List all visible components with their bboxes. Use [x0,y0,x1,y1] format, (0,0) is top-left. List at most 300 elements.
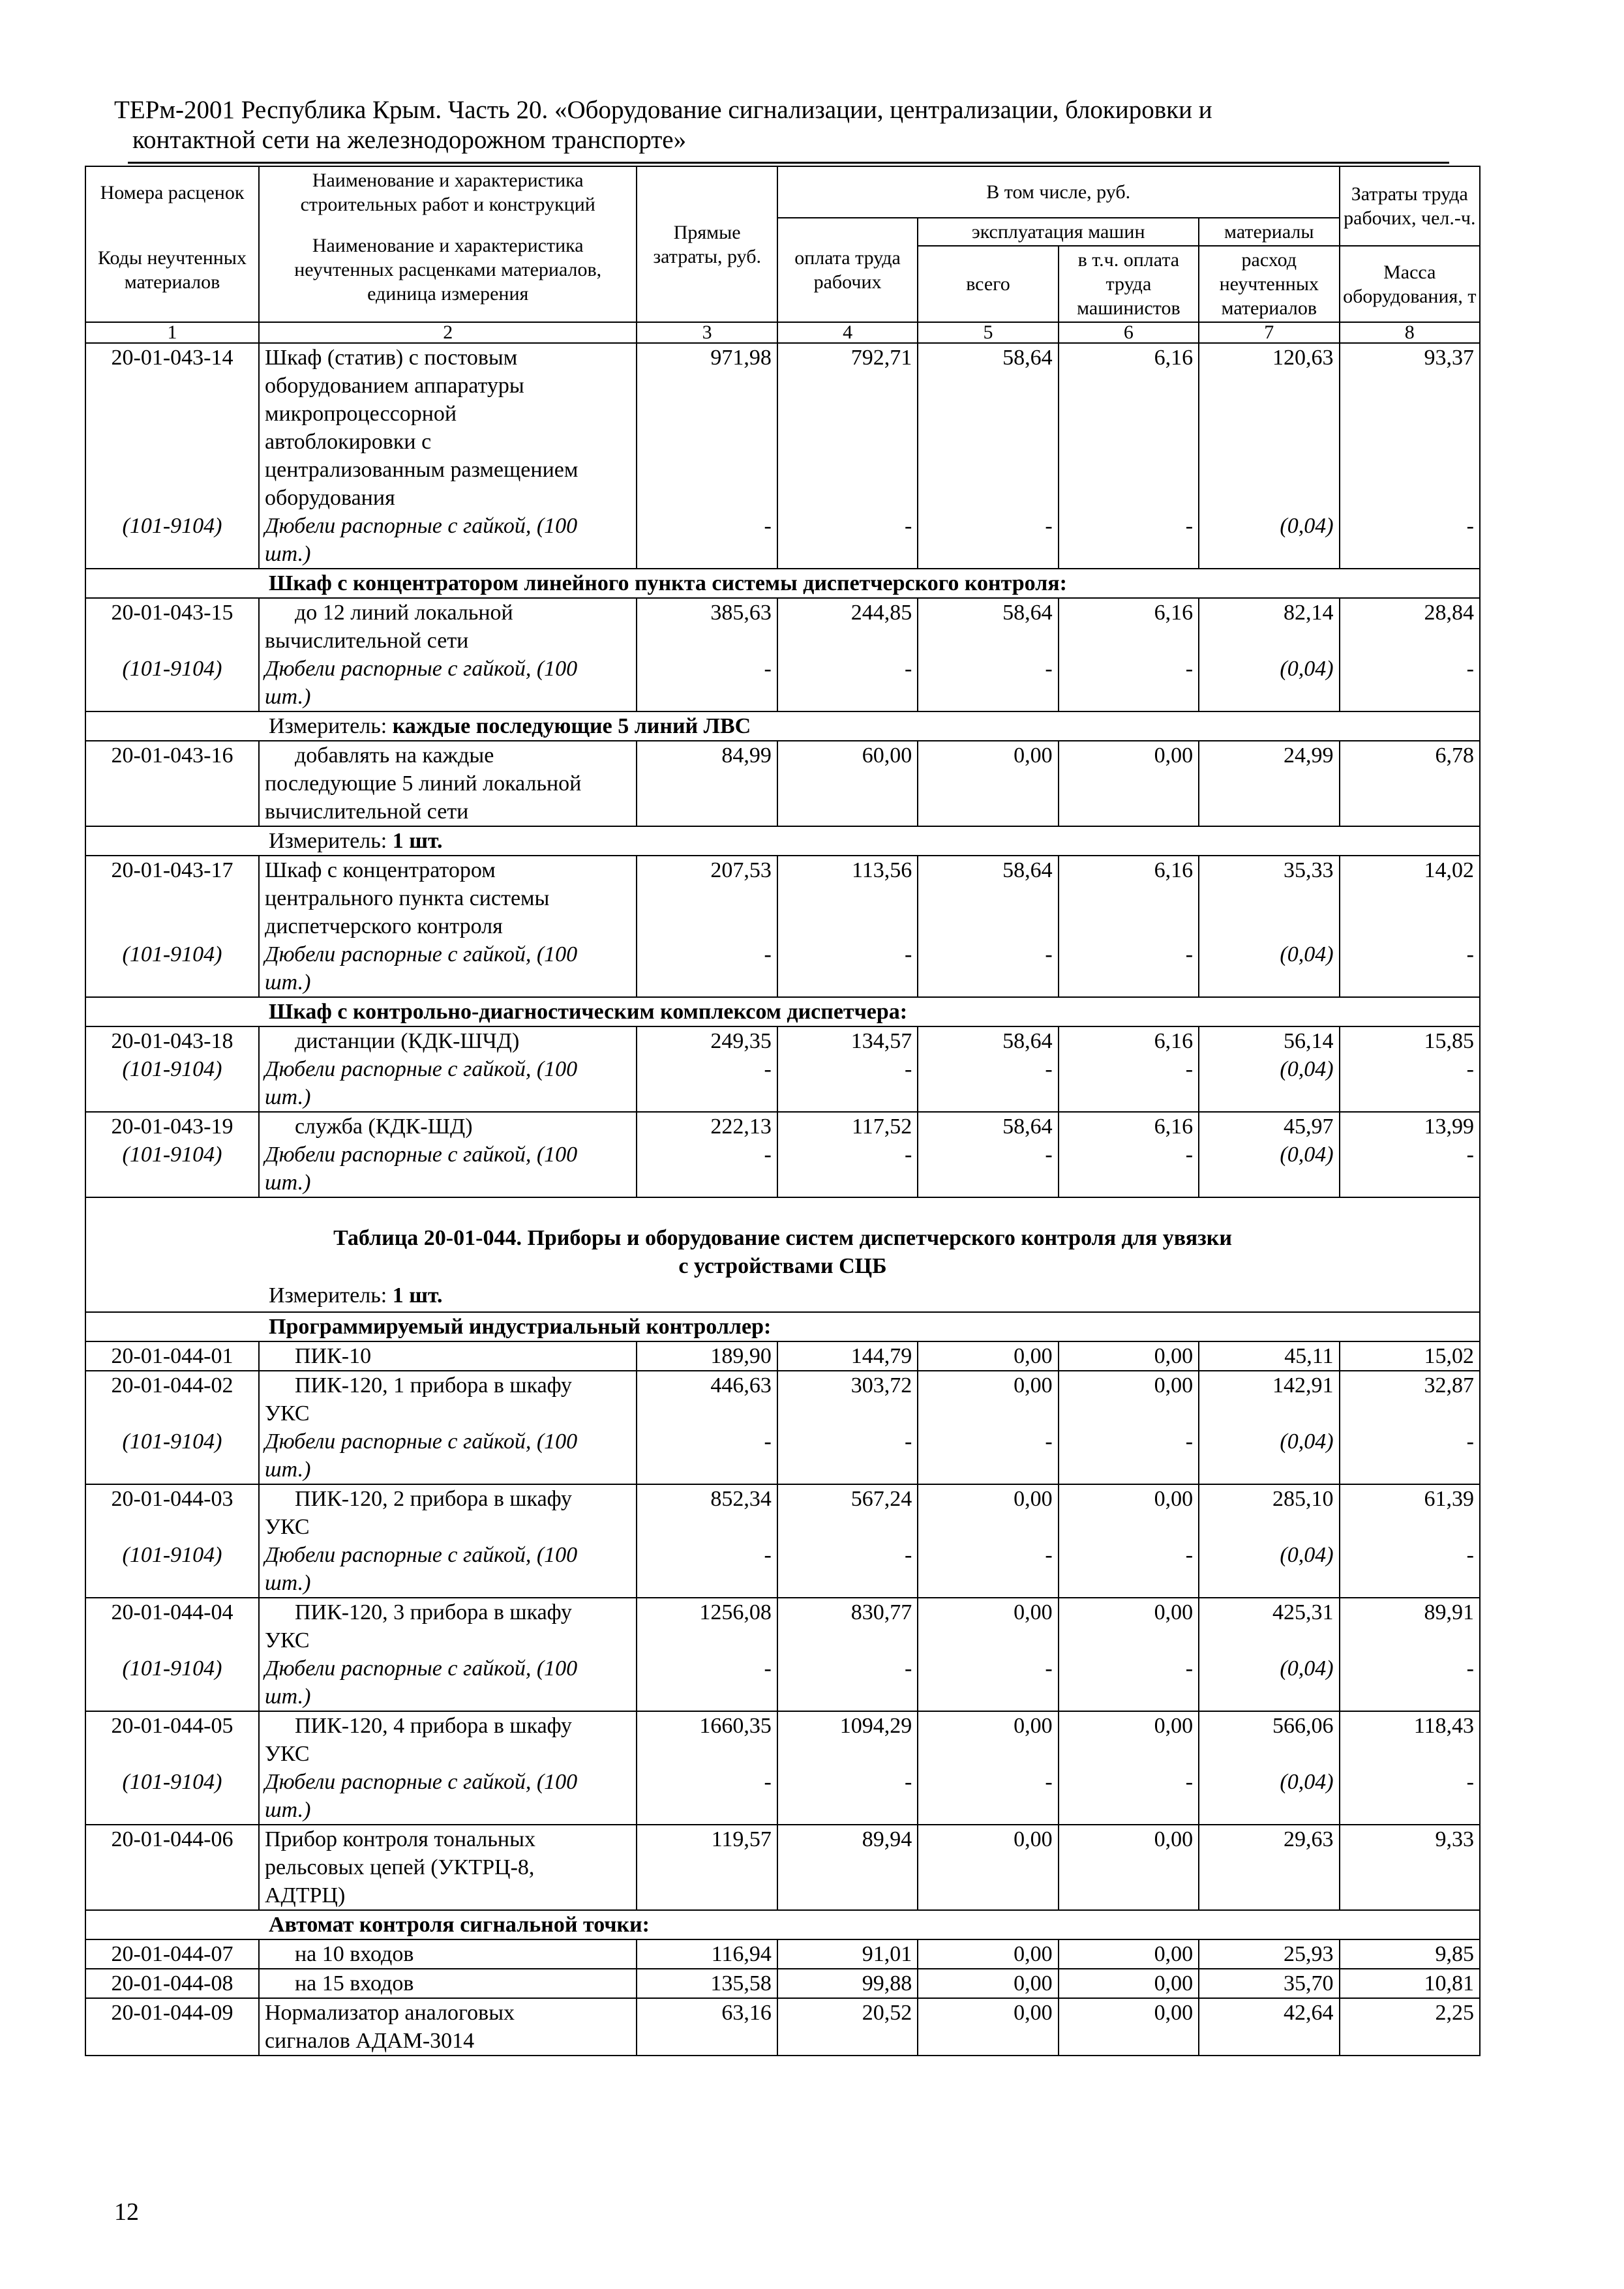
table-cell: 24,99 [1199,741,1339,826]
cell-text: - [1466,1143,1474,1167]
desc-line: оборудованием аппаратуры [264,374,524,398]
table-cell [1059,1711,1199,1825]
section-row [85,1910,1480,1939]
table-header-row [85,166,1480,218]
cell-text: 28,84 [1424,601,1474,625]
cell-text [1205,400,1333,428]
desc-line: оборудования [264,486,395,510]
material-code: (101-9104) [122,657,222,681]
cell-text [924,372,1052,400]
cell-text: шт.) [264,1458,311,1482]
work-description: на 10 входов [259,1939,637,1969]
cell-text [91,884,253,912]
rate-code-text: 20-01-044-05 [111,1714,233,1738]
table-cell [777,1484,918,1598]
table-cell: 15,02 [1340,1341,1480,1371]
cell-text: 89,91 [1424,1600,1474,1624]
cell-text [1205,884,1333,912]
cell-text: - [1185,514,1194,538]
table-cell: 0,00 [1059,1341,1199,1371]
cell-text: 6,16 [1154,858,1194,882]
cell-text: 303,72 [850,1373,912,1398]
desc-line: центрального пункта системы [264,886,550,910]
cell-text: - [1185,1143,1194,1167]
col2-bottom-header: Наименование и характеристика неучтенных расценками материалов, единица измерения [259,218,637,322]
cell-text [783,1513,912,1541]
section-heading: Шкаф с контрольно-диагностическим комплексом диспетчера: [85,997,1480,1026]
table-cell [1199,1026,1339,1112]
cell-text [642,1513,771,1541]
machine-cost [918,343,1058,569]
rate-code-text: 20-01-044-02 [111,1373,233,1398]
cell-text [91,456,253,484]
cell-text: ПИК-120, 2 прибора в шкафу [294,1487,572,1511]
cell-text [1205,484,1333,512]
desc-line: автоблокировки с [264,430,432,454]
cell-text [1346,1626,1474,1654]
cell-text [924,1740,1052,1768]
material-line: шт.) [264,970,311,995]
table-cell: 35,70 [1199,1969,1339,1998]
table-cell: 2,25 [1340,1998,1480,2056]
cell-text: - [1185,1057,1194,1081]
desc-line: Шкаф (статив) с постовым [264,346,518,370]
cell-text [642,400,771,428]
cell-text: 14,02 [1424,858,1474,882]
rate-code-text: 20-01-043-17 [111,858,233,882]
cell-text: - [1185,657,1194,681]
cell-text: 1256,08 [699,1600,772,1624]
cell-text: Дюбели распорные с гайкой, (100 [264,1770,578,1794]
work-description [259,1371,637,1484]
cell-text: - [764,1770,772,1794]
cell-text: - [1185,942,1194,966]
cell-text: рельсовых цепей (УКТРЦ-8, [264,1855,535,1879]
cell-text: Нормализатор аналоговых [264,2001,515,2025]
cell-text [91,1399,253,1428]
cell-text: - [1045,657,1053,681]
cell-text: 1660,35 [699,1714,772,1738]
table-cell [777,1371,918,1484]
cell-text: (0,04) [1280,657,1334,681]
cell-text [1346,484,1474,512]
col5-header: всего [918,246,1058,322]
material-line: Дюбели распорные с гайкой, (100 [264,1143,578,1167]
table-cell [637,598,777,711]
cell-text [1064,1740,1193,1768]
cell-text [1205,372,1333,400]
work-description [259,598,637,711]
rate-code-text: 20-01-044-07 [85,1939,259,1969]
table-cell [1199,1371,1339,1484]
cell-text: (0,04) [1280,1057,1334,1081]
cell-text: УКС [264,1401,310,1426]
table-cell [918,1598,1058,1711]
table-row [85,1998,1480,2056]
col1-top-header: Номера расценок [85,166,259,218]
table-cell [1059,1598,1199,1711]
section-row [85,997,1480,1026]
cell-text [924,912,1052,940]
col-number: 7 [1199,322,1339,343]
rate-code-text: 20-01-044-09 [85,1998,259,2056]
cell-text: - [1045,1143,1053,1167]
table-cell [1340,856,1480,997]
cell-text [1064,912,1193,940]
table-header-row [85,218,1480,246]
cell-text [1346,400,1474,428]
cell-text: Измеритель: [269,714,387,738]
work-description [259,343,637,569]
header-rule [128,162,1449,164]
table-cell [1340,1711,1480,1825]
cell-text: 285,10 [1272,1487,1334,1511]
table-cell [85,1112,259,1197]
cell-text: 117,52 [852,1115,912,1139]
table-cell [637,1484,777,1598]
cell-text: 0,00 [1014,1487,1053,1511]
table-cell [637,1371,777,1484]
table-cell [777,1112,918,1197]
table-cell: 144,79 [777,1341,918,1371]
work-description: на 15 входов [259,1969,637,1998]
cell-text: 567,24 [850,1487,912,1511]
table-cell [637,1598,777,1711]
cell-text: - [764,514,772,538]
cell-text: 13,99 [1424,1115,1474,1139]
desc-line: микропроцессорной [264,402,457,426]
cell-text: 852,34 [710,1487,772,1511]
table-title [85,1197,1480,1312]
table-row [85,1939,1480,1969]
table-cell [1340,1026,1480,1112]
cell-text [1346,428,1474,456]
material-line: шт.) [264,1171,311,1195]
cell-text [91,912,253,940]
cell-text: Дюбели распорные с гайкой, (100 [264,1656,578,1681]
table-cell [777,598,918,711]
cell-text [1064,1513,1193,1541]
cell-text: - [1185,1656,1194,1681]
material-line: Дюбели распорные с гайкой, (100 [264,942,578,966]
work-description [259,1026,637,1112]
table-cell [1059,1112,1199,1197]
cell-text [642,484,771,512]
table-cell: 60,00 [777,741,918,826]
cell-text: (0,04) [1280,1143,1334,1167]
table-cell [918,856,1058,997]
cell-text [1346,912,1474,940]
machines-header: эксплуатация машин [918,218,1199,246]
material-code: (101-9104) [122,514,222,538]
materials-cost [1199,343,1339,569]
table-cell [85,1484,259,1598]
cell-text: (0,04) [1280,1656,1334,1681]
cell-text: УКС [264,1515,310,1539]
col-number: 6 [1059,322,1199,343]
cell-text [783,456,912,484]
table-cell: 119,57 [637,1825,777,1910]
cell-text: 58,64 [1002,601,1053,625]
table-cell [1340,1598,1480,1711]
cell-text: 385,63 [710,601,772,625]
cell-text [783,912,912,940]
table-cell: 0,00 [918,1825,1058,1910]
cell-text [1205,1740,1333,1768]
cell-text: 830,77 [850,1600,912,1624]
col-number: 2 [259,322,637,343]
cell-text: 0,00 [1014,1600,1053,1624]
table-cell: 0,00 [918,1341,1058,1371]
cell-text: 0,00 [1014,1714,1053,1738]
cell-text [1064,400,1193,428]
cell-text: - [904,1543,912,1567]
desc-line: последующие 5 линий локальной [264,771,582,796]
cell-text: шт.) [264,1684,311,1709]
table-row [85,1112,1480,1197]
cell-text [91,484,253,512]
cell-text [642,372,771,400]
table-title-line-1: Таблица 20-01-044. Приборы и оборудование систем диспетчерского контроля для увязки [333,1226,1232,1250]
cell-text [924,627,1052,655]
table-cell [1199,1484,1339,1598]
cell-text: 971,98 [710,346,772,370]
cell-text: (0,04) [1280,942,1334,966]
cell-text: Дюбели распорные с гайкой, (100 [264,1543,578,1567]
table-cell [85,1711,259,1825]
operator-cost [1059,343,1199,569]
cell-text [1205,1513,1333,1541]
cell-text: 93,37 [1424,346,1474,370]
table-row [85,1711,1480,1825]
table-cell [1059,856,1199,997]
material-line: шт.) [264,685,311,709]
cell-text: 118,43 [1413,1714,1474,1738]
cell-text [783,884,912,912]
rate-code-text: 20-01-044-08 [85,1969,259,1998]
desc-line: добавлять на каждые [294,743,494,768]
cell-text: 0,00 [1154,1714,1194,1738]
cell-text: УКС [264,1742,310,1766]
cell-text: 0,00 [1014,1373,1053,1398]
cell-text: АДТРЦ) [264,1883,346,1908]
desc-line: Шкаф с концентратором [264,858,496,882]
table-cell [1199,598,1339,711]
cell-text [1346,1513,1474,1541]
table-cell [85,1598,259,1711]
rate-code [85,343,259,569]
table-row [85,343,1480,569]
cell-text [1346,372,1474,400]
col1-bottom-header: Коды неучтенных материалов [85,218,259,322]
cell-text: - [1185,1543,1194,1567]
cell-text [1064,372,1193,400]
column-numbers-row [85,322,1480,343]
cell-text [1346,1740,1474,1768]
section-row [85,1312,1480,1341]
work-description [259,1484,637,1598]
cell-text: 6,16 [1154,1029,1194,1053]
cell-text [1346,456,1474,484]
table-cell: 9,33 [1340,1825,1480,1910]
table-cell: 29,63 [1199,1825,1339,1910]
desc-line: дистанции (КДК-ШЧД) [294,1029,520,1053]
page-header [114,95,1458,155]
cell-text: 58,64 [1002,1115,1053,1139]
cell-text: - [764,1429,772,1454]
table-cell [1340,1484,1480,1598]
cell-text [783,400,912,428]
rate-code-text: 20-01-044-03 [111,1487,233,1511]
desc-line: вычислительной сети [264,800,469,824]
cell-text: Дюбели распорные с гайкой, (100 [264,1429,578,1454]
table-cell [918,1484,1058,1598]
desc-line: вычислительной сети [264,629,469,653]
cell-text [924,400,1052,428]
cell-text: 45,97 [1284,1115,1334,1139]
cell-text [91,428,253,456]
table-cell: 99,88 [777,1969,918,1998]
rate-code-text: 20-01-044-04 [111,1600,233,1624]
cell-text [1064,484,1193,512]
rate-code-text: 20-01-043-15 [111,601,233,625]
cell-text: 142,91 [1272,1373,1334,1398]
cell-text [642,456,771,484]
desc-line: централизованным размещением [264,458,579,482]
work-description [259,1998,637,2056]
cell-text [1205,456,1333,484]
cell-text: - [1466,1543,1474,1567]
table-row [85,1341,1480,1371]
table-cell [1199,1112,1339,1197]
table-title-line-2: с устройствами СЦБ [678,1254,887,1278]
cell-text [91,400,253,428]
cell-text: 35,33 [1284,858,1334,882]
table-cell [1340,1371,1480,1484]
cell-text: - [1045,942,1053,966]
cell-text: 56,14 [1284,1029,1334,1053]
cell-text: 120,63 [1272,346,1334,370]
table-cell: 84,99 [637,741,777,826]
table-cell: 0,00 [918,741,1058,826]
cell-text [642,627,771,655]
cell-text [1064,627,1193,655]
table-cell [85,598,259,711]
table-row [85,1026,1480,1112]
cell-text [642,1740,771,1768]
col2-top-header: Наименование и характеристика строительных работ и конструкций [259,166,637,218]
cell-text [783,1626,912,1654]
table-cell: 25,93 [1199,1939,1339,1969]
table-cell [1199,1598,1339,1711]
cell-text: 58,64 [1002,1029,1053,1053]
cell-text [924,484,1052,512]
cell-text [91,372,253,400]
cell-text [783,627,912,655]
table-cell [85,1371,259,1484]
cell-text: шт.) [264,1798,311,1822]
rate-code-text: 20-01-043-14 [111,346,233,370]
cell-text: - [1045,1656,1053,1681]
col-number: 5 [918,322,1058,343]
work-description [259,741,637,826]
section-row [85,569,1480,598]
cell-text: - [904,1429,912,1454]
material-line: шт.) [264,1085,311,1109]
cell-text: УКС [264,1628,310,1653]
material-code: (101-9104) [122,1770,222,1794]
cell-text: 15,85 [1424,1029,1474,1053]
cell-text: - [904,514,912,538]
cell-text: - [1466,514,1474,538]
labor-hours [1340,343,1480,569]
cell-text [924,884,1052,912]
cell-text: 207,53 [710,858,772,882]
cell-text: - [904,1143,912,1167]
cell-text: - [1466,1057,1474,1081]
cell-text: 425,31 [1272,1600,1334,1624]
cell-text [783,1740,912,1768]
cell-text: 244,85 [850,601,912,625]
work-description [259,1825,637,1910]
rate-code-text: 20-01-044-01 [85,1341,259,1371]
cell-text [1346,627,1474,655]
cell-text: - [1185,1770,1194,1794]
cell-text: 0,00 [1154,1373,1194,1398]
desc-line: диспетчерского контроля [264,914,503,938]
table-cell [637,1112,777,1197]
cell-text: (0,04) [1280,1429,1334,1454]
table-cell [85,1026,259,1112]
material-line: шт.) [264,542,311,566]
cell-text: - [764,942,772,966]
cell-text [1205,1399,1333,1428]
table-row [85,1969,1480,1998]
cell-text: - [1466,1656,1474,1681]
cell-text: 58,64 [1002,346,1053,370]
material-line: Дюбели распорные с гайкой, (100 [264,657,578,681]
work-description [259,856,637,997]
table-cell: 89,94 [777,1825,918,1910]
cell-text [1205,1626,1333,1654]
cell-text: 82,14 [1284,601,1334,625]
col8-bottom-header: Масса оборудования, т [1340,246,1480,322]
measure-line: Измеритель: 1 шт. [85,826,1480,856]
cell-text: 0,00 [1154,1600,1194,1624]
cell-text: 566,06 [1272,1714,1334,1738]
table-title-row [85,1197,1480,1312]
direct-cost [637,343,777,569]
table-cell: 9,85 [1340,1939,1480,1969]
cell-text [924,1513,1052,1541]
material-line: Дюбели распорные с гайкой, (100 [264,1057,578,1081]
table-cell: 0,00 [918,1969,1058,1998]
cell-text [91,1513,253,1541]
cell-text: шт.) [264,1571,311,1595]
cell-text: 249,35 [710,1029,772,1053]
cell-text [91,1740,253,1768]
table-cell [918,1711,1058,1825]
col4-header: оплата труда рабочих [777,218,918,322]
section-heading: Автомат контроля сигнальной точки: [85,1910,1480,1939]
cell-text: - [764,1057,772,1081]
table-cell [918,1112,1058,1197]
cell-text [1346,884,1474,912]
cell-text: - [764,1143,772,1167]
col6-header: в т.ч. оплата труда машинистов [1059,246,1199,322]
cell-text: ПИК-120, 4 прибора в шкафу [294,1714,572,1738]
section-heading: Программируемый индустриальный контроллер: [85,1312,1480,1341]
